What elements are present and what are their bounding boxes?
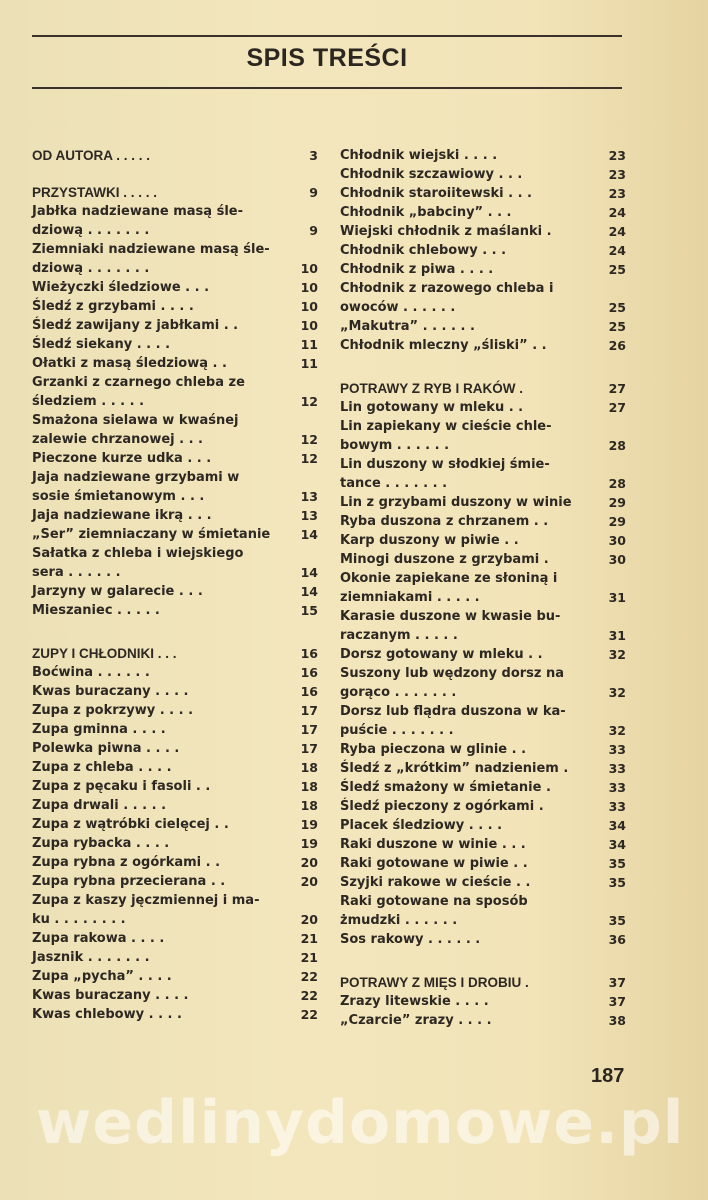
toc-entry-title: Chłodnik „babciny” . . . xyxy=(340,205,512,220)
toc-entry xyxy=(32,335,318,354)
toc-entry-title: Jabłka nadziewane masą śle- xyxy=(32,204,243,219)
toc-entry-page: 9 xyxy=(309,223,318,238)
toc-entry xyxy=(340,664,626,683)
toc-entry-page: 11 xyxy=(300,337,318,352)
toc-entry-title: Karp duszony w piwie . . xyxy=(340,533,519,548)
toc-left-column xyxy=(32,146,318,1024)
toc-entry xyxy=(340,336,626,355)
toc-entry-title: Jaja nadziewane grzybami w xyxy=(32,470,240,485)
toc-entry-title: OD AUTORA . . . . . xyxy=(32,148,151,163)
toc-entry xyxy=(340,146,626,165)
toc-entry-page: 35 xyxy=(608,856,626,871)
toc-entry-page: 12 xyxy=(300,451,318,466)
toc-entry-page: 21 xyxy=(300,950,318,965)
toc-entry-page: 24 xyxy=(608,205,626,220)
toc-entry-title: Szyjki rakowe w cieście . . xyxy=(340,875,531,890)
page-number: 187 xyxy=(591,1065,625,1087)
toc-entry xyxy=(32,297,318,316)
toc-entry xyxy=(340,569,626,588)
toc-entry-page: 13 xyxy=(300,489,318,504)
toc-entry xyxy=(340,797,626,816)
toc-entry-title: Ziemniaki nadziewane masą śle- xyxy=(32,242,270,257)
toc-entry xyxy=(340,512,626,531)
title-underline xyxy=(32,87,622,89)
toc-entry xyxy=(32,948,318,967)
toc-entry xyxy=(32,430,318,449)
toc-entry-page: 37 xyxy=(608,975,626,990)
toc-entry xyxy=(32,221,318,240)
toc-entry-page: 15 xyxy=(300,603,318,618)
toc-entry-page: 14 xyxy=(300,565,318,580)
toc-entry-title: sosie śmietanowym . . . xyxy=(32,489,205,504)
toc-entry-page: 33 xyxy=(608,799,626,814)
toc-entry xyxy=(340,873,626,892)
toc-entry-page: 25 xyxy=(608,319,626,334)
toc-entry-page: 17 xyxy=(300,722,318,737)
toc-entry xyxy=(340,892,626,911)
toc-entry-page: 19 xyxy=(300,836,318,851)
toc-entry-page: 16 xyxy=(300,646,318,661)
toc-entry-page: 18 xyxy=(300,760,318,775)
toc-entry xyxy=(340,992,626,1011)
toc-entry-page: 12 xyxy=(300,394,318,409)
toc-entry-title: Chłodnik szczawiowy . . . xyxy=(340,167,523,182)
toc-entry-page: 32 xyxy=(608,723,626,738)
toc-entry xyxy=(340,184,626,203)
toc-entry-page: 34 xyxy=(608,837,626,852)
top-rule xyxy=(32,35,622,37)
toc-entry-page: 23 xyxy=(608,148,626,163)
toc-entry-page: 21 xyxy=(300,931,318,946)
toc-entry-title: Śledź smażony w śmietanie . xyxy=(340,780,551,795)
toc-entry xyxy=(32,316,318,335)
toc-right-column xyxy=(340,146,626,1030)
toc-entry-title: Chłodnik z piwa . . . . xyxy=(340,262,494,277)
toc-entry xyxy=(32,663,318,682)
toc-entry-page: 16 xyxy=(300,684,318,699)
toc-entry xyxy=(32,891,318,910)
toc-entry-title: Lin duszony w słodkiej śmie- xyxy=(340,457,550,472)
toc-entry-title: Wieżyczki śledziowe . . . xyxy=(32,280,210,295)
toc-entry xyxy=(32,278,318,297)
toc-entry xyxy=(340,759,626,778)
toc-entry-page: 25 xyxy=(608,300,626,315)
toc-entry xyxy=(32,392,318,411)
toc-entry-title: Grzanki z czarnego chleba ze xyxy=(32,375,245,390)
toc-entry xyxy=(340,930,626,949)
watermark: wedlinydomowe.pl xyxy=(36,1088,685,1158)
toc-entry-title: owoców . . . . . . xyxy=(340,300,456,315)
toc-entry-page: 10 xyxy=(300,318,318,333)
toc-entry xyxy=(32,910,318,929)
toc-entry xyxy=(32,544,318,563)
toc-entry-title: Zupa „pycha” . . . . xyxy=(32,969,172,984)
toc-entry xyxy=(340,816,626,835)
toc-entry xyxy=(32,449,318,468)
toc-entry-page: 38 xyxy=(608,1013,626,1028)
toc-entry-page: 25 xyxy=(608,262,626,277)
toc-entry-page: 29 xyxy=(608,514,626,529)
toc-entry-page: 27 xyxy=(608,400,626,415)
toc-entry-title: Śledź z grzybami . . . . xyxy=(32,299,194,314)
toc-entry-title: Zupa rybna z ogórkami . . xyxy=(32,855,221,870)
toc-entry-page: 12 xyxy=(300,432,318,447)
toc-section-heading xyxy=(340,973,626,992)
toc-entry xyxy=(340,702,626,721)
toc-entry-page: 32 xyxy=(608,647,626,662)
toc-entry xyxy=(340,740,626,759)
toc-entry-title: Chłodnik chlebowy . . . xyxy=(340,243,507,258)
toc-entry-title: zalewie chrzanowej . . . xyxy=(32,432,203,447)
toc-entry-title: dziową . . . . . . . xyxy=(32,223,150,238)
toc-entry xyxy=(32,506,318,525)
toc-entry xyxy=(340,298,626,317)
toc-entry-title: Mieszaniec . . . . . xyxy=(32,603,160,618)
toc-entry-page: 29 xyxy=(608,495,626,510)
toc-entry-title: Dorsz gotowany w mleku . . xyxy=(340,647,543,662)
toc-entry-page: 17 xyxy=(300,703,318,718)
toc-entry-title: Lin gotowany w mleku . . xyxy=(340,400,524,415)
toc-entry xyxy=(340,203,626,222)
toc-entry-title: Chłodnik mleczny „śliski” . . xyxy=(340,338,547,353)
toc-entry-page: 23 xyxy=(608,186,626,201)
toc-entry xyxy=(340,222,626,241)
toc-entry xyxy=(340,778,626,797)
toc-entry-title: Suszony lub wędzony dorsz na xyxy=(340,666,565,681)
toc-entry-title: ziemniakami . . . . . xyxy=(340,590,480,605)
toc-entry-page: 33 xyxy=(608,761,626,776)
toc-entry xyxy=(32,582,318,601)
toc-entry-title: Raki duszone w winie . . . xyxy=(340,837,526,852)
toc-entry-page: 27 xyxy=(608,381,626,396)
toc-entry-page: 9 xyxy=(309,185,318,200)
toc-entry-page: 16 xyxy=(300,665,318,680)
toc-entry-title: Lin z grzybami duszony w winie xyxy=(340,495,572,510)
toc-entry-title: „Makutra” . . . . . . xyxy=(340,319,475,334)
toc-entry xyxy=(32,701,318,720)
toc-entry-page: 20 xyxy=(300,874,318,889)
toc-entry-title: „Ser” ziemniaczany w śmietanie xyxy=(32,527,271,542)
toc-entry-title: Zupa rybacka . . . . xyxy=(32,836,170,851)
toc-entry xyxy=(340,911,626,930)
toc-entry-page: 22 xyxy=(300,1007,318,1022)
toc-entry xyxy=(340,1011,626,1030)
toc-entry-title: Ryba pieczona w glinie . . xyxy=(340,742,527,757)
page-title: SPIS TREŚCI xyxy=(246,44,408,72)
toc-entry xyxy=(340,607,626,626)
toc-entry-page: 10 xyxy=(300,261,318,276)
toc-entry xyxy=(340,588,626,607)
toc-entry xyxy=(340,474,626,493)
toc-section-heading xyxy=(32,146,318,165)
toc-entry-page: 20 xyxy=(300,855,318,870)
toc-entry xyxy=(32,720,318,739)
toc-entry-title: Karasie duszone w kwasie bu- xyxy=(340,609,561,624)
toc-entry xyxy=(340,455,626,474)
toc-entry-title: Boćwina . . . . . . xyxy=(32,665,150,680)
toc-entry-page: 33 xyxy=(608,780,626,795)
toc-entry-title: POTRAWY Z MIĘS I DROBIU . xyxy=(340,975,529,990)
toc-entry xyxy=(32,682,318,701)
toc-entry-title: Okonie zapiekane ze słoniną i xyxy=(340,571,558,586)
toc-entry-title: Ryba duszona z chrzanem . . xyxy=(340,514,549,529)
toc-entry xyxy=(32,259,318,278)
toc-entry-title: POTRAWY Z RYB I RAKÓW . xyxy=(340,381,524,396)
toc-entry-title: Minogi duszone z grzybami . xyxy=(340,552,549,567)
toc-entry-page: 18 xyxy=(300,798,318,813)
toc-entry-title: Zupa drwali . . . . . xyxy=(32,798,167,813)
toc-entry xyxy=(32,815,318,834)
toc-entry xyxy=(32,487,318,506)
toc-entry-title: Raki gotowane w piwie . . xyxy=(340,856,528,871)
toc-entry xyxy=(32,373,318,392)
toc-entry-page: 3 xyxy=(309,148,318,163)
toc-entry xyxy=(32,525,318,544)
toc-entry-title: tance . . . . . . . xyxy=(340,476,448,491)
toc-entry xyxy=(32,354,318,373)
toc-entry-page: 10 xyxy=(300,299,318,314)
toc-entry xyxy=(340,626,626,645)
toc-entry-title: ZUPY I CHŁODNIKI . . . xyxy=(32,646,177,661)
toc-entry-page: 23 xyxy=(608,167,626,182)
toc-entry-title: Zupa z chleba . . . . xyxy=(32,760,172,775)
toc-entry-title: Śledź pieczony z ogórkami . xyxy=(340,799,544,814)
toc-entry xyxy=(32,853,318,872)
toc-entry-page: 37 xyxy=(608,994,626,1009)
toc-entry-page: 26 xyxy=(608,338,626,353)
toc-entry-title: Lin zapiekany w cieście chle- xyxy=(340,419,552,434)
toc-entry xyxy=(340,317,626,336)
toc-entry xyxy=(32,796,318,815)
toc-entry-page: 30 xyxy=(608,552,626,567)
toc-entry-title: śledziem . . . . . xyxy=(32,394,145,409)
toc-entry xyxy=(340,398,626,417)
toc-entry-title: Raki gotowane na sposób xyxy=(340,894,528,909)
toc-entry xyxy=(32,1005,318,1024)
toc-entry-page: 35 xyxy=(608,875,626,890)
toc-entry-title: Jaja nadziewane ikrą . . . xyxy=(32,508,212,523)
toc-entry-title: Kwas chlebowy . . . . xyxy=(32,1007,182,1022)
toc-entry xyxy=(32,411,318,430)
toc-entry-title: Chłodnik wiejski . . . . xyxy=(340,148,498,163)
toc-entry-title: Placek śledziowy . . . . xyxy=(340,818,503,833)
toc-entry-title: PRZYSTAWKI . . . . . xyxy=(32,185,158,200)
toc-entry xyxy=(340,260,626,279)
toc-entry-title: Chłodnik z razowego chleba i xyxy=(340,281,554,296)
toc-entry-page: 24 xyxy=(608,224,626,239)
toc-entry-page: 28 xyxy=(608,476,626,491)
toc-entry xyxy=(32,967,318,986)
toc-entry-page: 19 xyxy=(300,817,318,832)
toc-entry-page: 18 xyxy=(300,779,318,794)
toc-entry xyxy=(340,279,626,298)
toc-entry-title: Smażona sielawa w kwaśnej xyxy=(32,413,239,428)
toc-entry-title: Zupa rakowa . . . . xyxy=(32,931,165,946)
toc-entry-title: bowym . . . . . . xyxy=(340,438,450,453)
toc-entry-page: 31 xyxy=(608,590,626,605)
toc-entry-title: Jasznik . . . . . . . xyxy=(32,950,150,965)
toc-entry xyxy=(340,721,626,740)
toc-entry-title: Sałatka z chleba i wiejskiego xyxy=(32,546,244,561)
toc-entry-title: Śledź siekany . . . . xyxy=(32,337,171,352)
toc-entry-title: Zupa z pokrzywy . . . . xyxy=(32,703,194,718)
toc-entry xyxy=(32,739,318,758)
toc-entry xyxy=(340,550,626,569)
toc-entry-title: Śledź z „krótkim” nadzieniem . xyxy=(340,761,569,776)
toc-entry-title: „Czarcie” zrazy . . . . xyxy=(340,1013,492,1028)
toc-entry xyxy=(32,563,318,582)
toc-entry xyxy=(32,834,318,853)
toc-entry xyxy=(340,645,626,664)
toc-entry-title: Zupa rybna przecierana . . xyxy=(32,874,226,889)
toc-entry-title: Kwas buraczany . . . . xyxy=(32,988,189,1003)
toc-entry-title: Zupa z pęcaku i fasoli . . xyxy=(32,779,211,794)
toc-entry xyxy=(340,683,626,702)
toc-entry-title: raczanym . . . . . xyxy=(340,628,458,643)
toc-entry-page: 33 xyxy=(608,742,626,757)
toc-entry-title: Polewka piwna . . . . xyxy=(32,741,180,756)
toc-entry xyxy=(32,872,318,891)
toc-entry-page: 24 xyxy=(608,243,626,258)
toc-entry-page: 28 xyxy=(608,438,626,453)
toc-entry xyxy=(340,531,626,550)
toc-section-heading xyxy=(340,379,626,398)
toc-entry xyxy=(340,436,626,455)
toc-entry-page: 35 xyxy=(608,913,626,928)
toc-entry-page: 32 xyxy=(608,685,626,700)
toc-entry xyxy=(32,468,318,487)
toc-entry-title: sera . . . . . . xyxy=(32,565,121,580)
toc-entry-title: dziową . . . . . . . xyxy=(32,261,150,276)
toc-entry xyxy=(340,417,626,436)
toc-entry-page: 10 xyxy=(300,280,318,295)
toc-entry xyxy=(340,493,626,512)
toc-entry-page: 14 xyxy=(300,584,318,599)
toc-entry-page: 30 xyxy=(608,533,626,548)
toc-entry-page: 14 xyxy=(300,527,318,542)
toc-entry xyxy=(32,601,318,620)
toc-entry-title: Pieczone kurze udka . . . xyxy=(32,451,212,466)
toc-entry xyxy=(340,835,626,854)
toc-entry xyxy=(32,758,318,777)
toc-entry xyxy=(340,165,626,184)
toc-entry-title: żmudzki . . . . . . xyxy=(340,913,458,928)
toc-entry-title: Dorsz lub flądra duszona w ka- xyxy=(340,704,566,719)
toc-entry-page: 36 xyxy=(608,932,626,947)
toc-entry xyxy=(32,986,318,1005)
toc-entry xyxy=(340,241,626,260)
toc-entry-page: 11 xyxy=(300,356,318,371)
toc-entry-title: Sos rakowy . . . . . . xyxy=(340,932,481,947)
toc-entry-page: 34 xyxy=(608,818,626,833)
toc-entry-title: puście . . . . . . . xyxy=(340,723,454,738)
toc-section-heading xyxy=(32,183,318,202)
toc-entry-title: Jarzyny w galarecie . . . xyxy=(32,584,203,599)
toc-entry-title: Zrazy litewskie . . . . xyxy=(340,994,489,1009)
toc-entry xyxy=(32,202,318,221)
toc-entry-page: 13 xyxy=(300,508,318,523)
toc-entry xyxy=(32,929,318,948)
toc-section-heading xyxy=(32,644,318,663)
toc-entry-page: 20 xyxy=(300,912,318,927)
toc-entry-title: Ołatki z masą śledziową . . xyxy=(32,356,227,371)
toc-entry-title: ku . . . . . . . . xyxy=(32,912,126,927)
toc-entry-page: 31 xyxy=(608,628,626,643)
toc-entry-page: 22 xyxy=(300,988,318,1003)
toc-entry-title: gorąco . . . . . . . xyxy=(340,685,457,700)
toc-entry xyxy=(340,854,626,873)
toc-entry xyxy=(32,240,318,259)
toc-entry-title: Chłodnik staroiitewski . . . xyxy=(340,186,532,201)
toc-entry-title: Śledź zawijany z jabłkami . . xyxy=(32,318,239,333)
toc-entry-title: Wiejski chłodnik z maślanki . xyxy=(340,224,552,239)
toc-entry-page: 17 xyxy=(300,741,318,756)
toc-entry-title: Kwas buraczany . . . . xyxy=(32,684,189,699)
toc-entry xyxy=(32,777,318,796)
toc-entry-title: Zupa gminna . . . . xyxy=(32,722,166,737)
toc-entry-page: 22 xyxy=(300,969,318,984)
toc-entry-title: Zupa z wątróbki cielęcej . . xyxy=(32,817,229,832)
toc-entry-title: Zupa z kaszy jęczmiennej i ma- xyxy=(32,893,260,908)
